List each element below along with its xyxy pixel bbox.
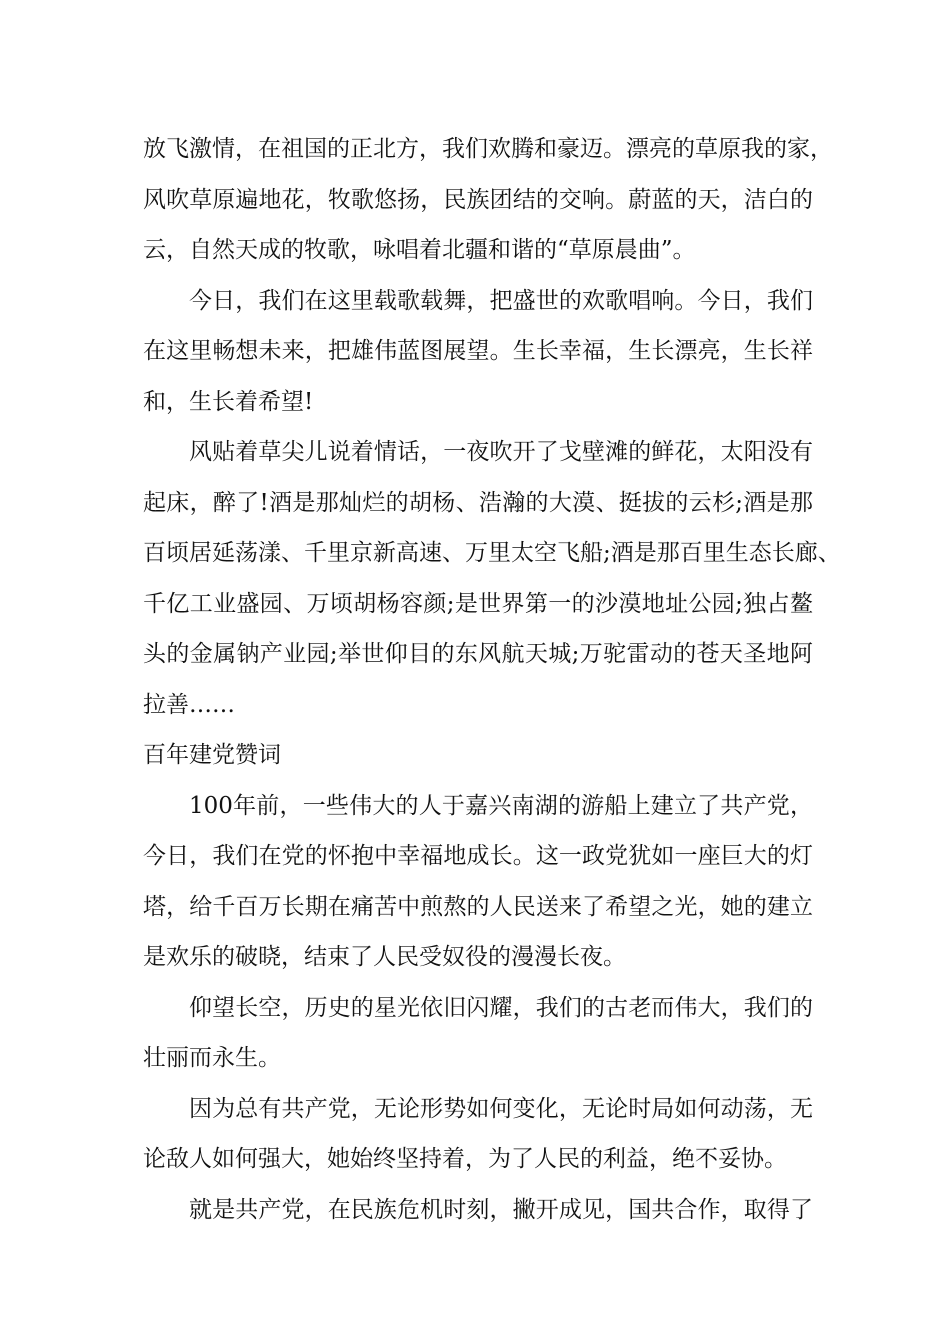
- text-line: 头的金属钠产业园;举世仰目的东风航天城;万驼雷动的苍天圣地阿: [143, 641, 813, 667]
- text-line: 百顷居延荡漾、千里京新高速、万里太空飞船;酒是那百里生态长廊、: [143, 540, 841, 566]
- heading-text: 百年建党赞词: [143, 742, 281, 768]
- text-line: 在这里畅想未来，把雄伟蓝图展望。生长幸福，生长漂亮，生长祥: [143, 338, 813, 364]
- text-line: 就是共产党，在民族危机时刻，撇开成见，国共合作，取得了: [189, 1196, 813, 1223]
- text-line: 100年前，一些伟大的人于嘉兴南湖的游船上建立了共产党，: [189, 792, 813, 819]
- text-line: 和，生长着希望!: [143, 388, 314, 415]
- text-line: 起床，醉了!酒是那灿烂的胡杨、浩瀚的大漠、挺拔的云杉;酒是那: [143, 489, 813, 516]
- text-line: 论敌人如何强大，她始终坚持着，为了人民的利益，绝不妥协。: [143, 1146, 787, 1172]
- text-line: 壮丽而永生。: [143, 1045, 281, 1071]
- text-line: 仰望长空，历史的星光依旧闪耀，我们的古老而伟大，我们的: [189, 994, 813, 1021]
- document-body: [143, 124, 841, 1235]
- paragraph: [143, 427, 841, 730]
- paragraph: [143, 276, 813, 428]
- text-line: 今日，我们在这里载歌载舞，把盛世的欢歌唱响。今日，我们: [189, 287, 813, 314]
- text-line: 风吹草原遍地花，牧歌悠扬，民族团结的交响。蔚蓝的天，洁白的: [143, 186, 813, 213]
- text-line: 千亿工业盛园、万顷胡杨容颜;是世界第一的沙漠地址公园;独占鳌: [143, 590, 813, 617]
- text-line: 今日，我们在党的怀抱中幸福地成长。这一政党犹如一座巨大的灯: [143, 843, 813, 869]
- text-line: 云，自然天成的牧歌，咏唱着北疆和谐的“草原晨曲”。: [143, 237, 696, 263]
- text-line: 放飞激情，在祖国的正北方，我们欢腾和豪迈。漂亮的草原我的家，: [143, 136, 833, 162]
- section-heading: [143, 730, 813, 781]
- text-line: 是欢乐的破晓，结束了人民受奴役的漫漫长夜。: [143, 944, 626, 970]
- text-line: 风贴着草尖儿说着情话，一夜吹开了戈壁滩的鲜花，太阳没有: [189, 439, 813, 465]
- paragraph: [143, 781, 813, 983]
- text-line: 塔，给千百万长期在痛苦中煎熬的人民送来了希望之光，她的建立: [143, 893, 813, 920]
- paragraph: [143, 1084, 813, 1185]
- text-line: 因为总有共产党，无论形势如何变化，无论时局如何动荡，无: [189, 1095, 813, 1122]
- paragraph: [143, 1185, 813, 1236]
- paragraph: [143, 983, 813, 1084]
- paragraph: [143, 124, 833, 276]
- text-line: 拉善……: [143, 691, 235, 718]
